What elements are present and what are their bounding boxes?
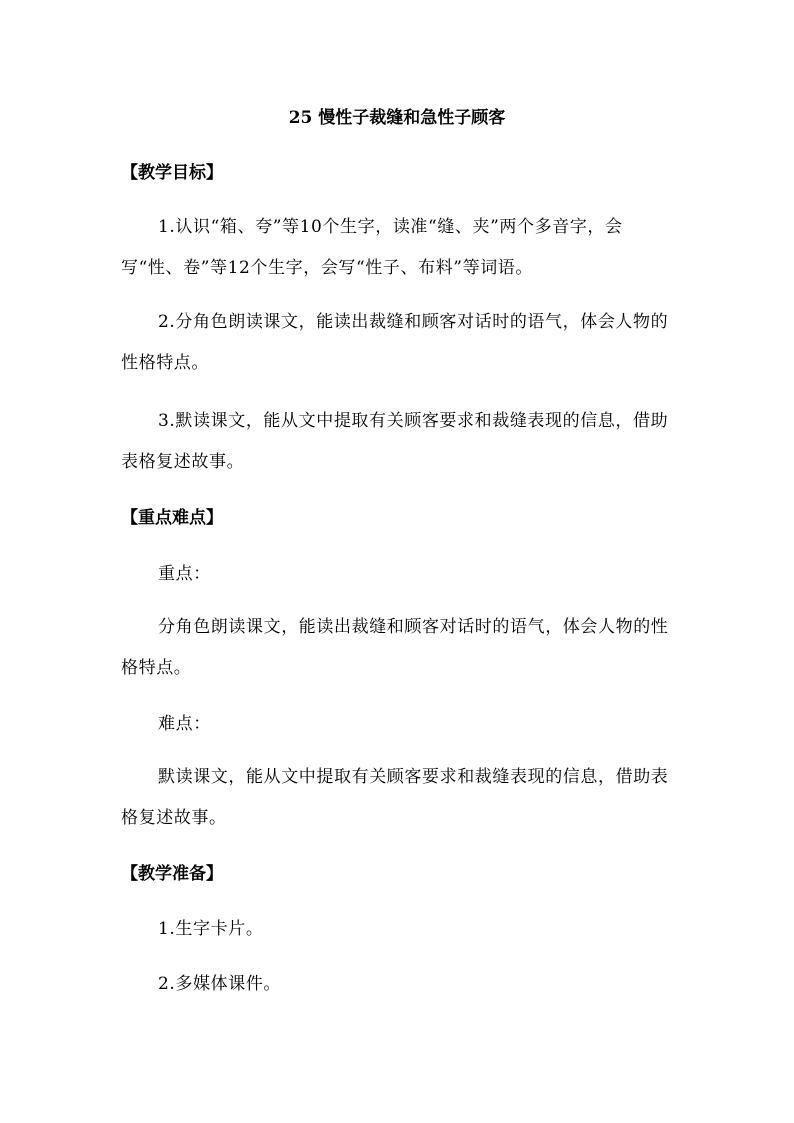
- page-title: 25 慢性子裁缝和急性子顾客: [288, 108, 506, 128]
- section-heading-key-points: 【重点难点】: [121, 508, 223, 528]
- preparation-item-1: 1.生字卡片。: [158, 919, 264, 939]
- difficult-point-text: 默读课文，能从文中提取有关顾客要求和裁缝表现的信息，借助表格复述故事。: [121, 767, 669, 828]
- objective-item-3: 3.默读课文，能从文中提取有关顾客要求和裁缝表现的信息，借助表格复述故事。: [121, 411, 669, 472]
- section-heading-preparation: 【教学准备】: [121, 864, 223, 884]
- objective-item-1: 1.认识“箱、夸”等10个生字，读准“缝、夹”两个多音字，会写“性、卷”等12个生字，会写“性子、布料”等词语。: [121, 217, 623, 278]
- preparation-item-2: 2.多媒体课件。: [158, 974, 282, 994]
- difficult-point-label: 难点：: [158, 714, 211, 734]
- key-point-label: 重点：: [158, 564, 211, 584]
- objective-item-2: 2.分角色朗读课文，能读出裁缝和顾客对话时的语气，体会人物的性格特点。: [121, 312, 669, 373]
- key-point-text: 分角色朗读课文，能读出裁缝和顾客对话时的语气，体会人物的性格特点。: [121, 617, 669, 678]
- section-heading-objectives: 【教学目标】: [121, 163, 223, 183]
